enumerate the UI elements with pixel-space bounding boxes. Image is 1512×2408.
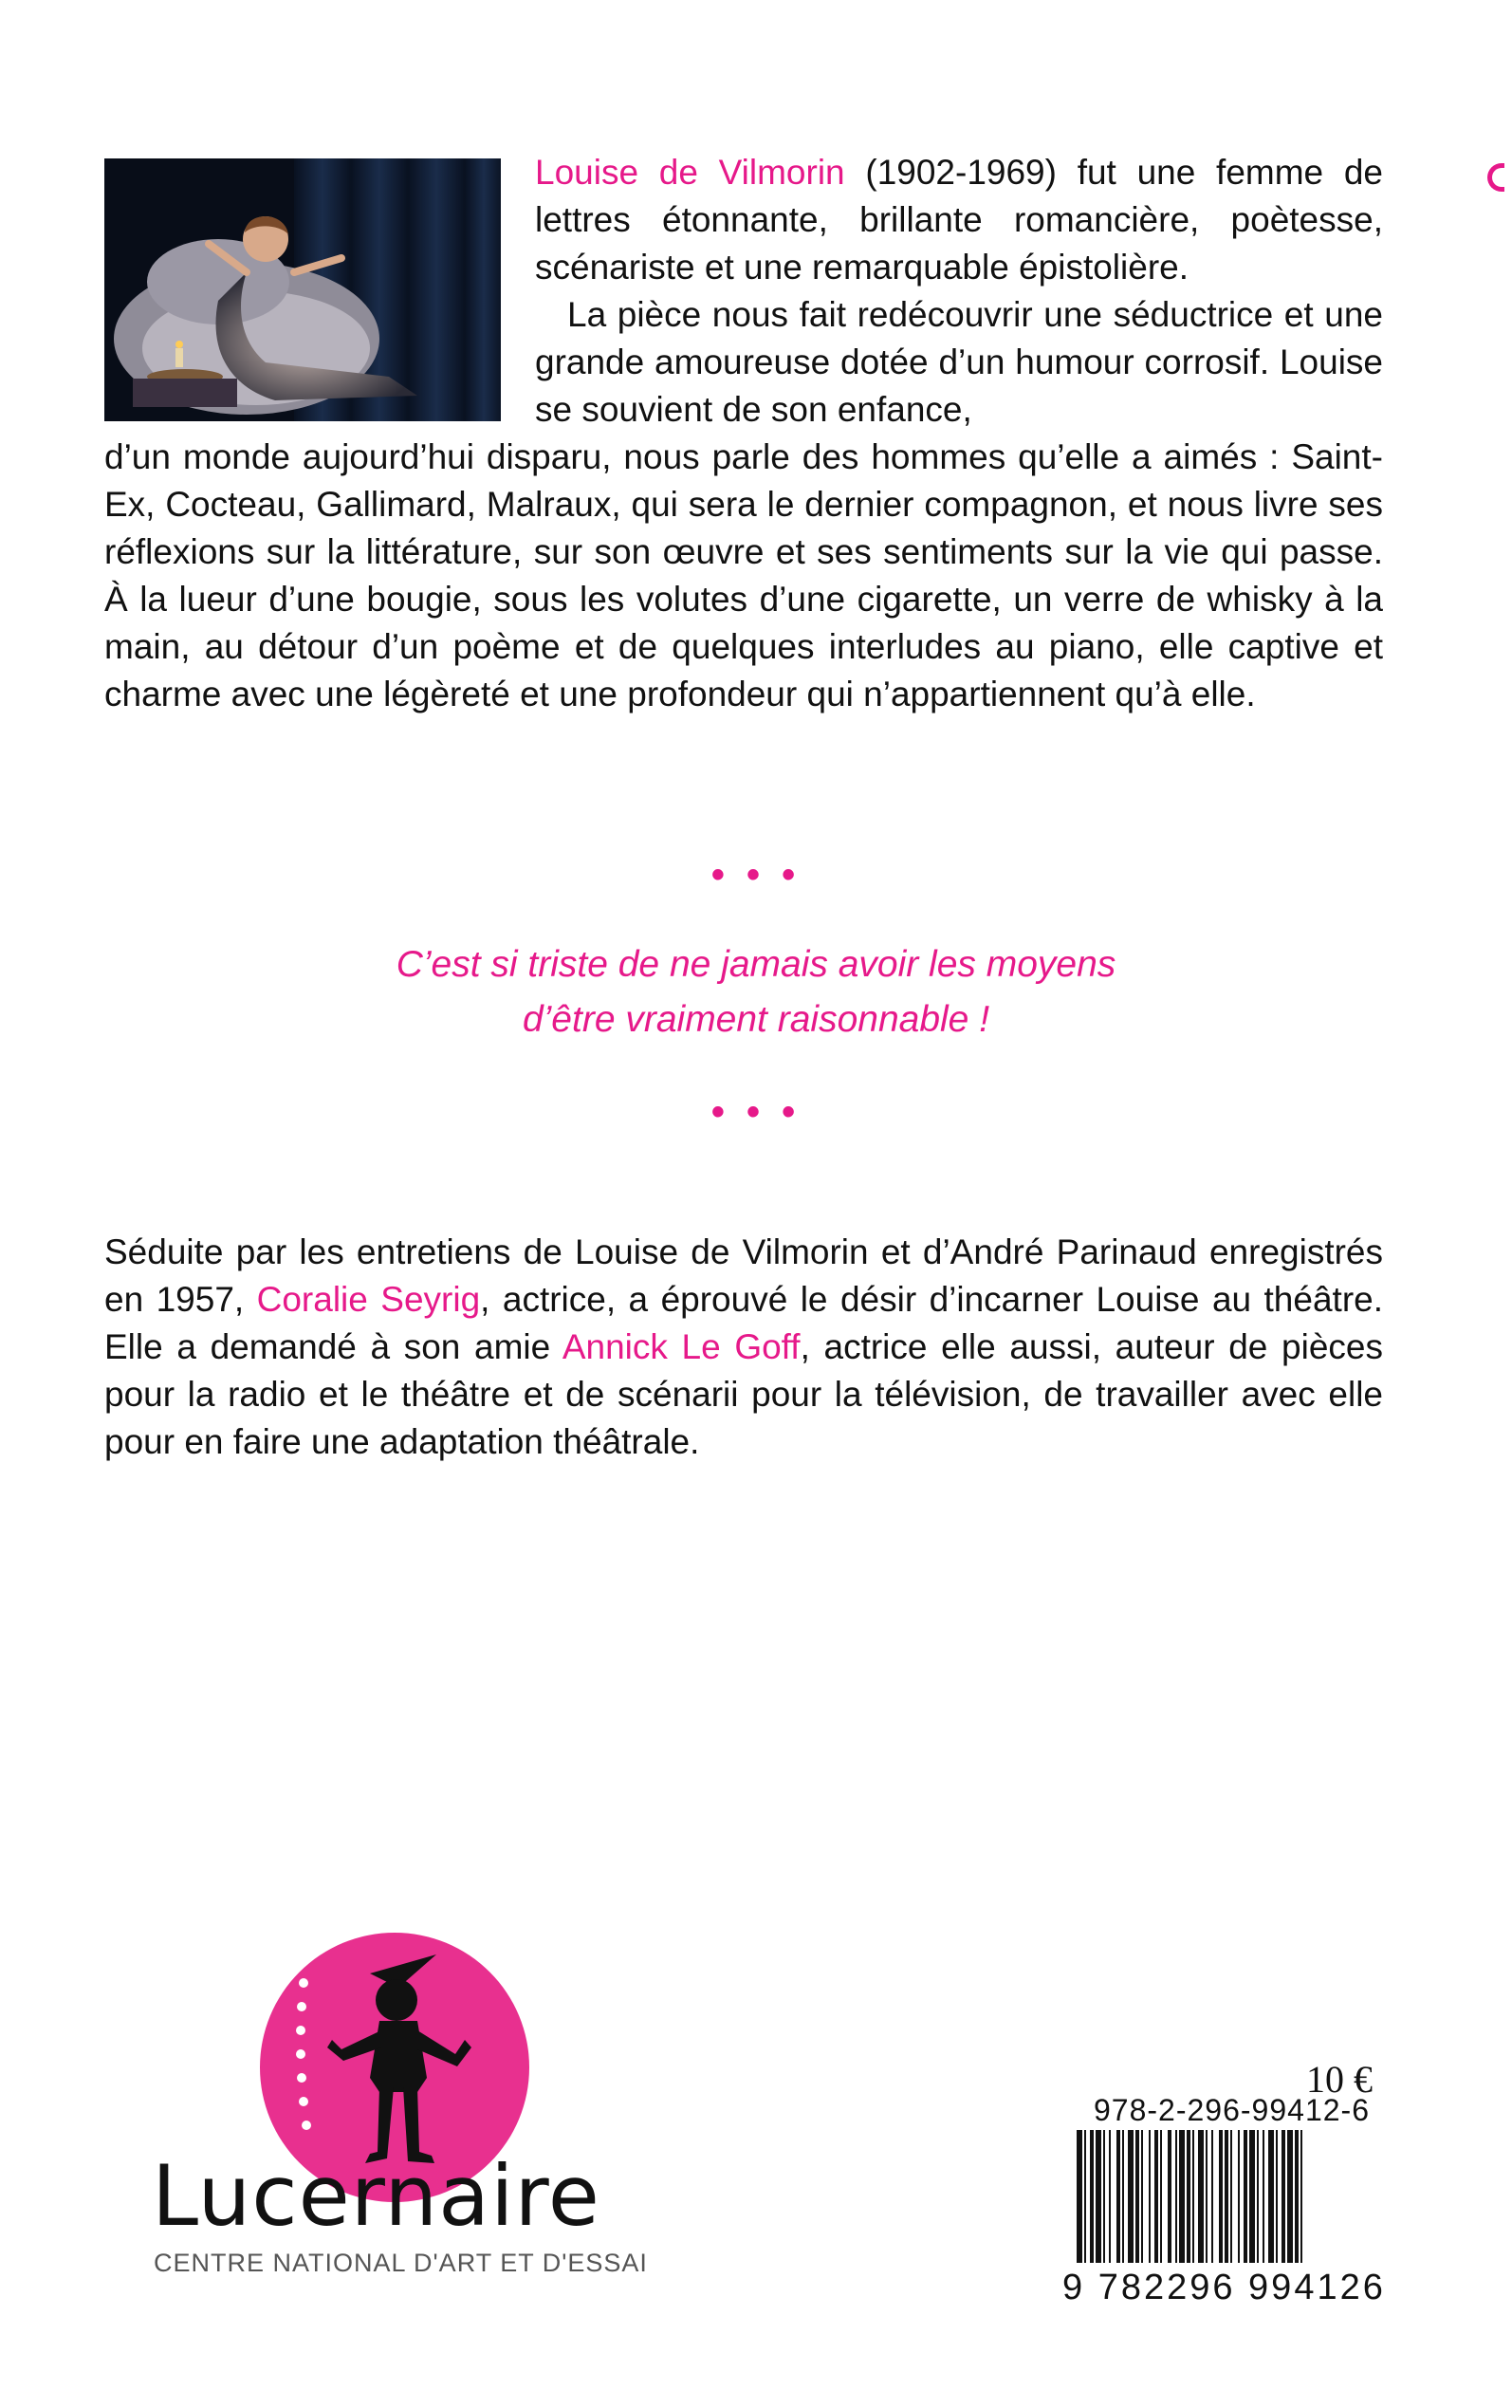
intro-continuation	[104, 434, 1383, 718]
barcode-bar	[1154, 2130, 1158, 2263]
barcode-bar	[1282, 2130, 1285, 2263]
barcode-bar	[1141, 2130, 1143, 2263]
price: 10 €	[1306, 2058, 1373, 2101]
barcode-bar	[1206, 2130, 1208, 2263]
actress-name: Coralie Seyrig	[256, 1280, 481, 1319]
intro-line: (1902-1969) fut une femme de lettres étonnante, brillante romancière, poètesse, scénariste et une remarquable épistolière.	[535, 153, 1384, 287]
publisher-name: Lucernaire	[152, 2147, 600, 2245]
intro-text	[535, 149, 1383, 434]
barcode-bar	[1249, 2130, 1255, 2263]
intro-continuation-text: d’un monde aujourd’hui disparu, nous parle des hommes qu’elle a aimés : Saint-Ex, Cocteau, Gallimard, Malraux, qui sera le dernier compagnon, et nous livre ses réflexions sur la littérature, sur son œuvre et ses sentiments sur la vie qui passe. À la lueur d’une bougie, sous les volutes d’une cigarette, un verre de whisky à la main, au détour d’un poème et de quelques interludes au piano, elle captive et charme avec une légèreté et une profondeur qui n’appartiennent qu’à elle.	[104, 437, 1383, 713]
intro-paragraph-2: La pièce nous fait redécouvrir une séductrice et une grande amoureuse dotée d’un humour corrosif. Louise se souvient de son enfance,	[535, 295, 1383, 429]
barcode-bar	[1276, 2130, 1278, 2263]
barcode-bar	[1257, 2130, 1259, 2263]
adaptation-text-3: , actrice elle aussi, auteur de pièces pour la radio et le théâtre et de scénarii pour la télévision, de travailler avec elle pour en faire une adaptation théâtrale.	[104, 1327, 1383, 1461]
bleed-mark	[1487, 163, 1504, 192]
barcode-bar	[1287, 2130, 1293, 2263]
isbn: 978-2-296-99412-6	[1094, 2093, 1370, 2127]
barcode-bar	[1230, 2130, 1232, 2263]
barcode-bar	[1244, 2130, 1247, 2263]
adaptation-text-1: Séduite par les entretiens de Louise de Vilmorin et d’André Parinaud enregistrés en 1957,	[104, 1232, 1383, 1319]
publisher-tagline: CENTRE NATIONAL D'ART ET D'ESSAI	[154, 2249, 648, 2277]
barcode-bar	[1103, 2130, 1105, 2263]
barcode-bar	[1225, 2130, 1228, 2263]
barcode-bar	[1168, 2130, 1171, 2263]
barcode-bar	[1300, 2130, 1302, 2263]
adaptation-text-2: , actrice, a éprouvé le désir d’incarner Louise au théâtre. Elle a demandé à son amie	[104, 1280, 1384, 1366]
quote-line-1: C’est si triste de ne jamais avoir les moyens	[396, 944, 1116, 985]
barcode-bar	[1116, 2130, 1120, 2263]
barcode-bar	[1198, 2130, 1204, 2263]
barcode-bar	[1263, 2130, 1264, 2263]
barcode-bar	[1084, 2130, 1086, 2263]
barcode-bar	[1096, 2130, 1101, 2263]
barcode-bar	[1211, 2130, 1213, 2263]
barcode-bar	[1179, 2130, 1185, 2263]
separator-bottom: • • •	[710, 1091, 802, 1133]
barcode-bar	[1238, 2130, 1240, 2263]
barcode-bar	[1149, 2130, 1151, 2263]
barcode-bar	[1219, 2130, 1223, 2263]
barcode-bar	[1192, 2130, 1194, 2263]
barcode-bar	[1187, 2130, 1190, 2263]
barcode-bar	[1295, 2130, 1299, 2263]
jester-logo-icon	[275, 1936, 560, 2173]
barcode	[1073, 2130, 1363, 2274]
stage-photo	[104, 158, 501, 421]
quote-line-2: d’être vraiment raisonnable !	[522, 999, 990, 1040]
barcode-number: 9 782296 994126	[1062, 2268, 1386, 2307]
barcode-bar	[1090, 2130, 1094, 2263]
barcode-bar	[1109, 2130, 1111, 2263]
barcode-bar	[1128, 2130, 1134, 2263]
barcode-bar	[1135, 2130, 1139, 2263]
barcode-bar	[1077, 2130, 1082, 2263]
barcode-bar	[1122, 2130, 1124, 2263]
barcode-bar	[1175, 2130, 1177, 2263]
author-name: Louise de Vilmorin	[535, 153, 845, 192]
barcode-bar	[1160, 2130, 1162, 2263]
separator-top: • • •	[710, 854, 802, 896]
coauthor-name: Annick Le Goff	[562, 1327, 801, 1366]
barcode-bar	[1268, 2130, 1274, 2263]
quote-block	[0, 937, 1512, 1047]
adaptation-paragraph	[104, 1229, 1383, 1466]
